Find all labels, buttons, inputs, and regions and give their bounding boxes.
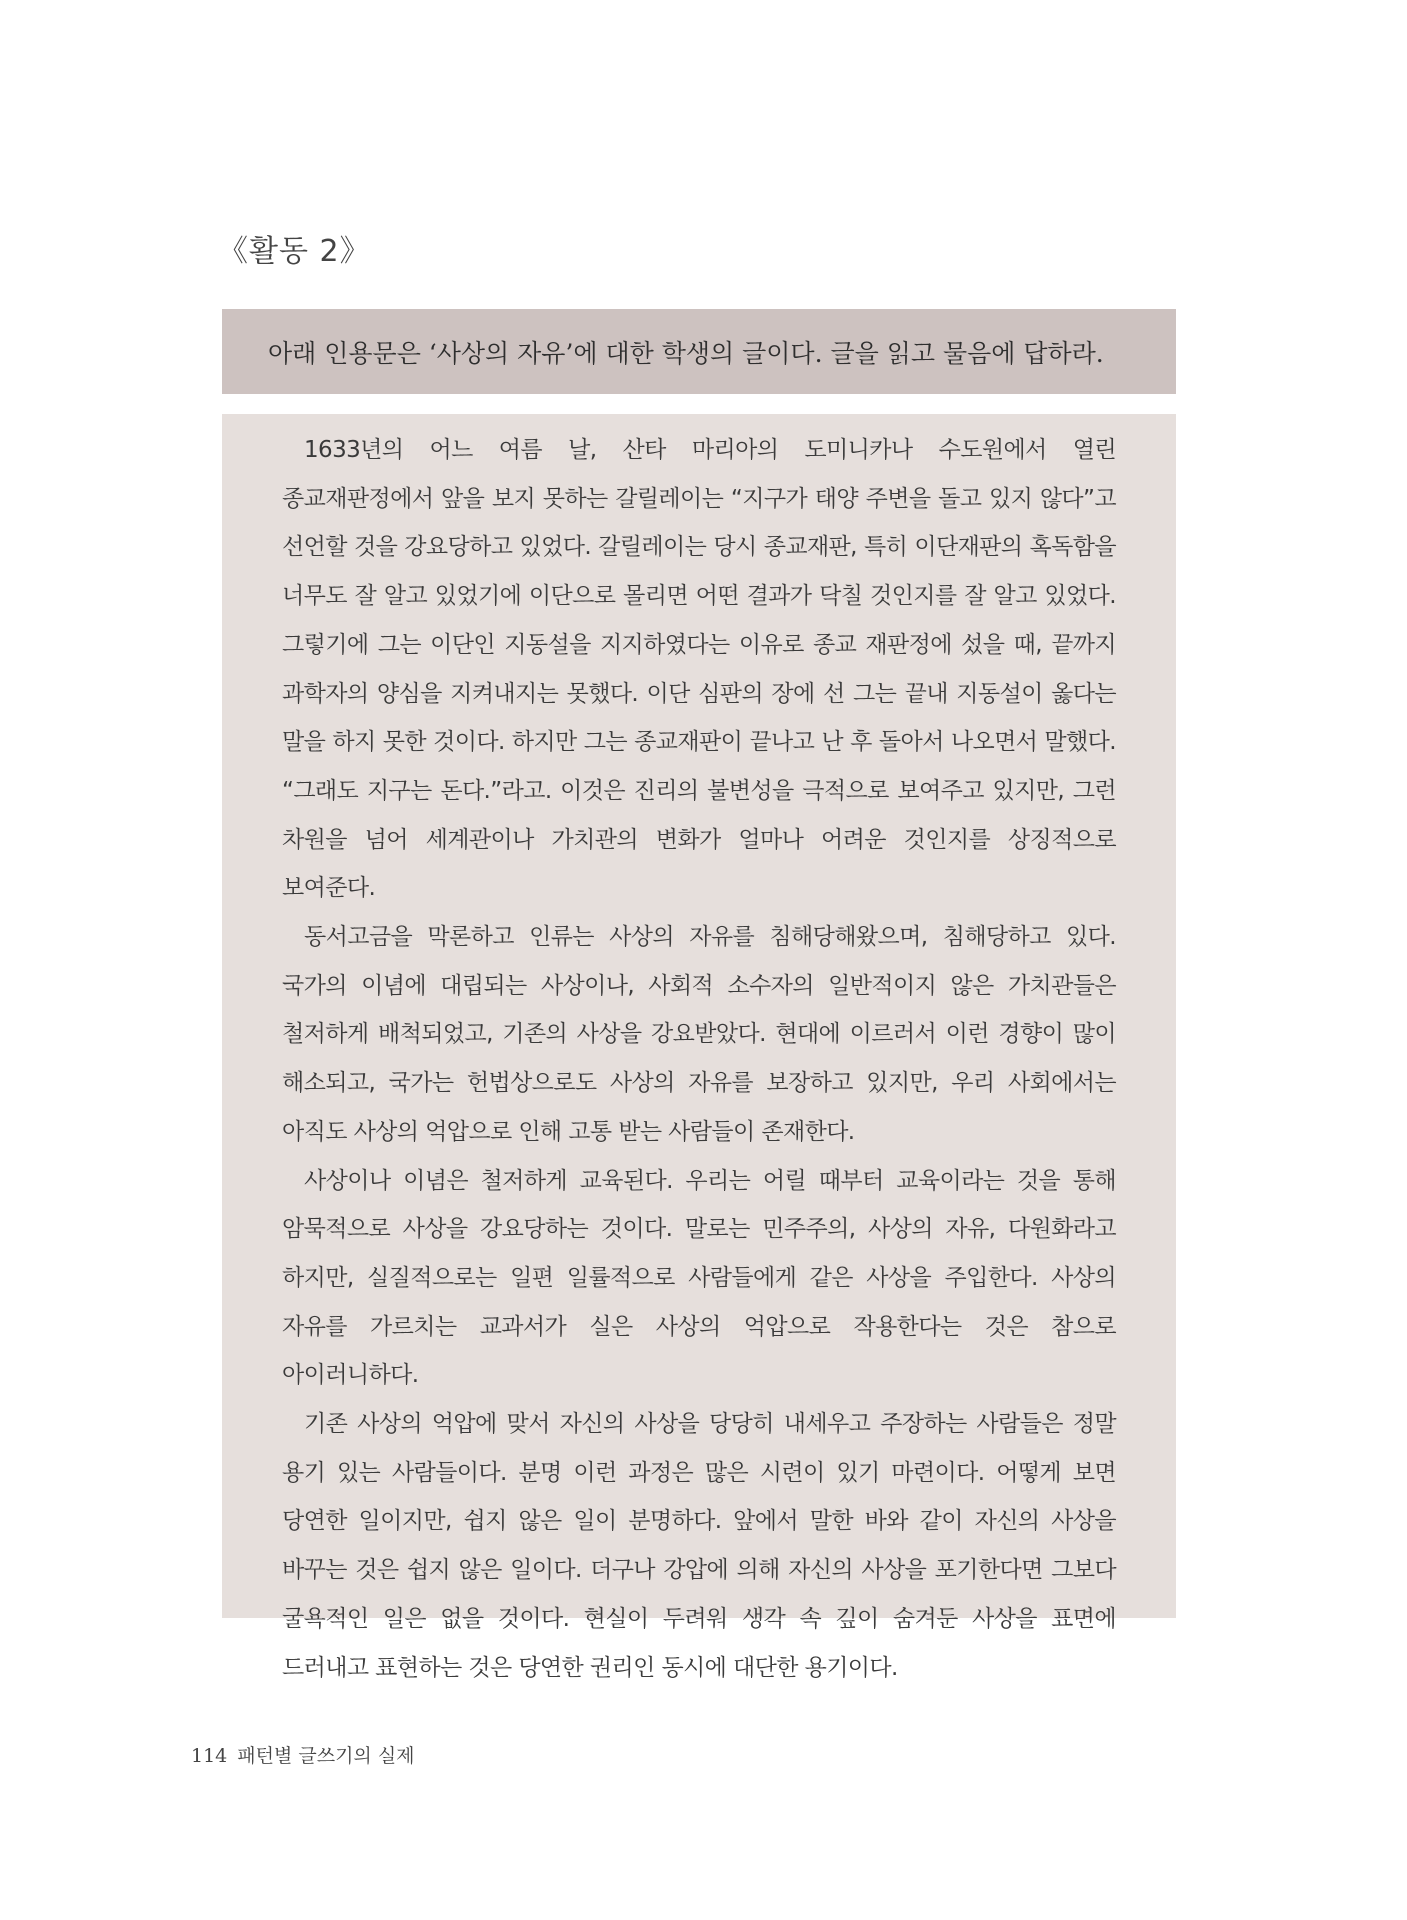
instruction-box bbox=[222, 309, 1176, 394]
page-number: 114 bbox=[191, 1745, 228, 1767]
activity-title: 《활동 2》 bbox=[218, 234, 371, 269]
book-title: 패턴별 글쓰기의 실제 bbox=[237, 1745, 415, 1767]
page-footer bbox=[191, 1741, 415, 1768]
passage-text bbox=[282, 426, 1116, 1692]
passage-paragraph: 사상이나 이념은 철저하게 교육된다. 우리는 어릴 때부터 교육이라는 것을 통해 암묵적으로 사상을 강요당하는 것이다. 말로는 민주주의, 사상의 자유, 다원화라고 하지만, 실질적으로는 일편 일률적으로 사람들에게 같은 사상을 주입한다. 사상의 자유를 가르치는 교과서가 실은 사상의 억압으로 작용한다는 것은 참으로 아이러니하다. bbox=[282, 1167, 1116, 1389]
passage-paragraph: 기존 사상의 억압에 맞서 자신의 사상을 당당히 내세우고 주장하는 사람들은 정말 용기 있는 사람들이다. 분명 이런 과정은 많은 시련이 있기 마련이다. 어떻게 보면 당연한 일이지만, 쉽지 않은 일이 분명하다. 앞에서 말한 바와 같이 자신의 사상을 바꾸는 것은 쉽지 않은 일이다. 더구나 강압에 의해 자신의 사상을 포기한다면 그보다 굴욕적인 일은 없을 것이다. 현실이 두려워 생각 속 깊이 숨겨둔 사상을 표면에 드러내고 표현하는 것은 당연한 권리인 동시에 대단한 용기이다. bbox=[282, 1411, 1116, 1681]
passage-box bbox=[222, 414, 1176, 1681]
instruction-text: 아래 인용문은 ‘사상의 자유’에 대한 학생의 글이다. 글을 읽고 물음에 답하라. bbox=[268, 338, 1104, 368]
passage-paragraph: 동서고금을 막론하고 인류는 사상의 자유를 침해당해왔으며, 침해당하고 있다. 국가의 이념에 대립되는 사상이나, 사회적 소수자의 일반적이지 않은 가치관들은 철저하게 배척되었고, 기존의 사상을 강요받았다. 현대에 이르러서 이런 경향이 많이 해소되고, 국가는 헌법상으로도 사상의 자유를 보장하고 있지만, 우리 사회에서는 아직도 사상의 억압으로 인해 고통 받는 사람들이 존재한다. bbox=[282, 924, 1116, 1145]
passage-paragraph: 1633년의 어느 여름 날, 산타 마리아의 도미니카나 수도원에서 열린 종교재판정에서 앞을 보지 못하는 갈릴레이는 “지구가 태양 주변을 돌고 있지 않다”고 선언할 것을 강요당하고 있었다. 갈릴레이는 당시 종교재판, 특히 이단재판의 혹독함을 너무도 잘 알고 있었기에 이단으로 몰리면 어떤 결과가 닥칠 것인지를 잘 알고 있었다. 그렇기에 그는 이단인 지동설을 지지하였다는 이유로 종교 재판정에 섰을 때, 끝까지 과학자의 양심을 지켜내지는 못했다. 이단 심판의 장에 선 그는 끝내 지동설이 옳다는 말을 하지 못한 것이다. 하지만 그는 종교재판이 끝나고 난 후 돌아서 나오면서 말했다. “그래도 지구는 돈다.”라고. 이것은 진리의 불변성을 극적으로 보여주고 있지만, 그런 차원을 넘어 세계관이나 가치관의 변화가 얼마나 어려운 것인지를 상징적으로 보여준다. bbox=[282, 437, 1116, 902]
